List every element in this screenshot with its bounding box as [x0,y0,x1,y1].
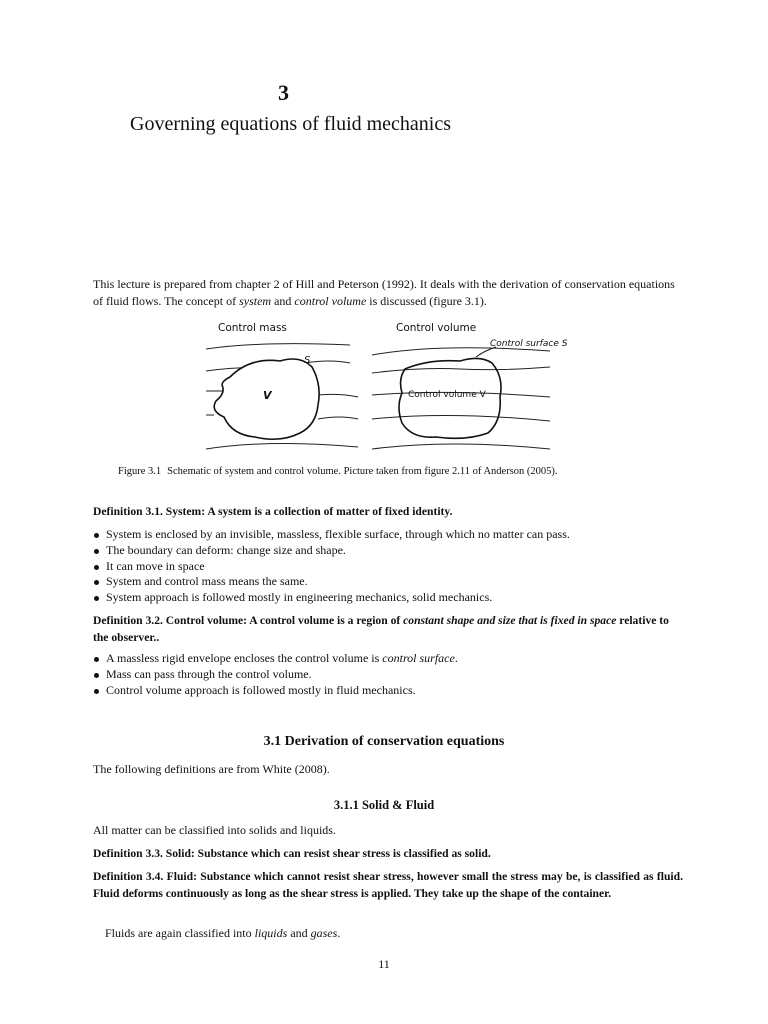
intro-text-1: This lecture is prepared from chapter 2 of Hill and Peterson (1992). It deals with the derivation of conservation equations of fluid flows. The concept of [93,277,675,308]
caption-text: Schematic of system and control volume. Picture taken from figure 2.11 of Anderson (2005). [167,466,558,477]
list-item: System and control mass means the same. [93,574,683,590]
def32-em: constant shape and size that is fixed in space [403,614,617,627]
streamline [206,344,350,349]
system-bullets [93,527,683,606]
streamline [206,443,358,449]
label-control-mass: Control mass [218,322,287,334]
streamline [372,444,550,449]
label-control-volume: Control volume [396,322,477,334]
intro-paragraph [93,276,683,310]
closing-text: . [337,926,341,940]
caption-number: Figure 3.1 [118,466,162,477]
section-3-1-title: 3.1 Derivation of conservation equations [263,734,505,749]
bullet-text: A massless rigid envelope encloses the control volume is [106,651,383,665]
closing-paragraph [105,925,695,942]
closing-em-liquids: liquids [254,926,288,940]
label-s: S [304,355,311,366]
intro-text-3: is discussed (figure 3.1). [366,294,487,308]
definition-3-2 [93,612,683,646]
streamline [372,415,550,421]
def32-text-1: Definition 3.2. Control volume: A control volume is a region of [93,614,404,627]
closing-text: and [287,926,311,940]
closing-em-gases: gases [310,926,338,940]
label-v: V [263,389,272,402]
intro-text-2: and [271,294,295,308]
page-number: 11 [378,957,390,971]
list-item: System is enclosed by an invisible, massless, flexible surface, through which no matter can pass. [93,527,683,543]
intro-em-system: system [239,294,272,308]
list-item: The boundary can deform: change size and shape. [93,543,683,559]
streamline [318,394,358,397]
list-item: Control volume approach is followed mostly in fluid mechanics. [93,683,683,699]
section-3-1-1-title: 3.1.1 Solid & Fluid [333,798,435,812]
streamline [372,348,550,355]
section-3-1-1-text: All matter can be classified into solids and liquids. [93,823,336,837]
list-item: It can move in space [93,559,683,575]
def32-text-2: relative to the observer.. [93,614,669,644]
label-control-surface: Control surface S [490,339,568,349]
chapter-number: 3 [278,80,289,105]
intro-em-control-volume: control volume [294,294,367,308]
label-control-volume-v: Control volume V [408,390,486,400]
streamline [372,367,550,373]
chapter-title: Governing equations of fluid mechanics [130,113,452,135]
list-item [93,651,683,667]
list-item: System approach is followed mostly in engineering mechanics, solid mechanics. [93,590,683,606]
definition-3-3: Definition 3.3. Solid: Substance which can resist shear stress is classified as solid. [93,847,491,860]
streamline [318,417,358,419]
closing-text: Fluids are again classified into [105,926,255,940]
bullet-em: control surface [382,651,455,665]
figure-system-control-volume [200,315,570,460]
definition-3-4: Definition 3.4. Fluid: Substance which cannot resist shear stress, however small the stress may be, is classified as fluid. Fluid deforms continuously as long as the shear stress is applied. They take up the shape of the container. [93,870,683,900]
control-volume-bullets [93,651,683,698]
definition-3-1: Definition 3.1. System: A system is a collection of matter of fixed identity. [93,505,453,518]
bullet-text: . [454,651,458,665]
section-3-1-text: The following definitions are from White (2008). [93,762,330,776]
figure-caption [118,466,558,477]
streamline [305,361,350,363]
list-item: Mass can pass through the control volume. [93,667,683,683]
